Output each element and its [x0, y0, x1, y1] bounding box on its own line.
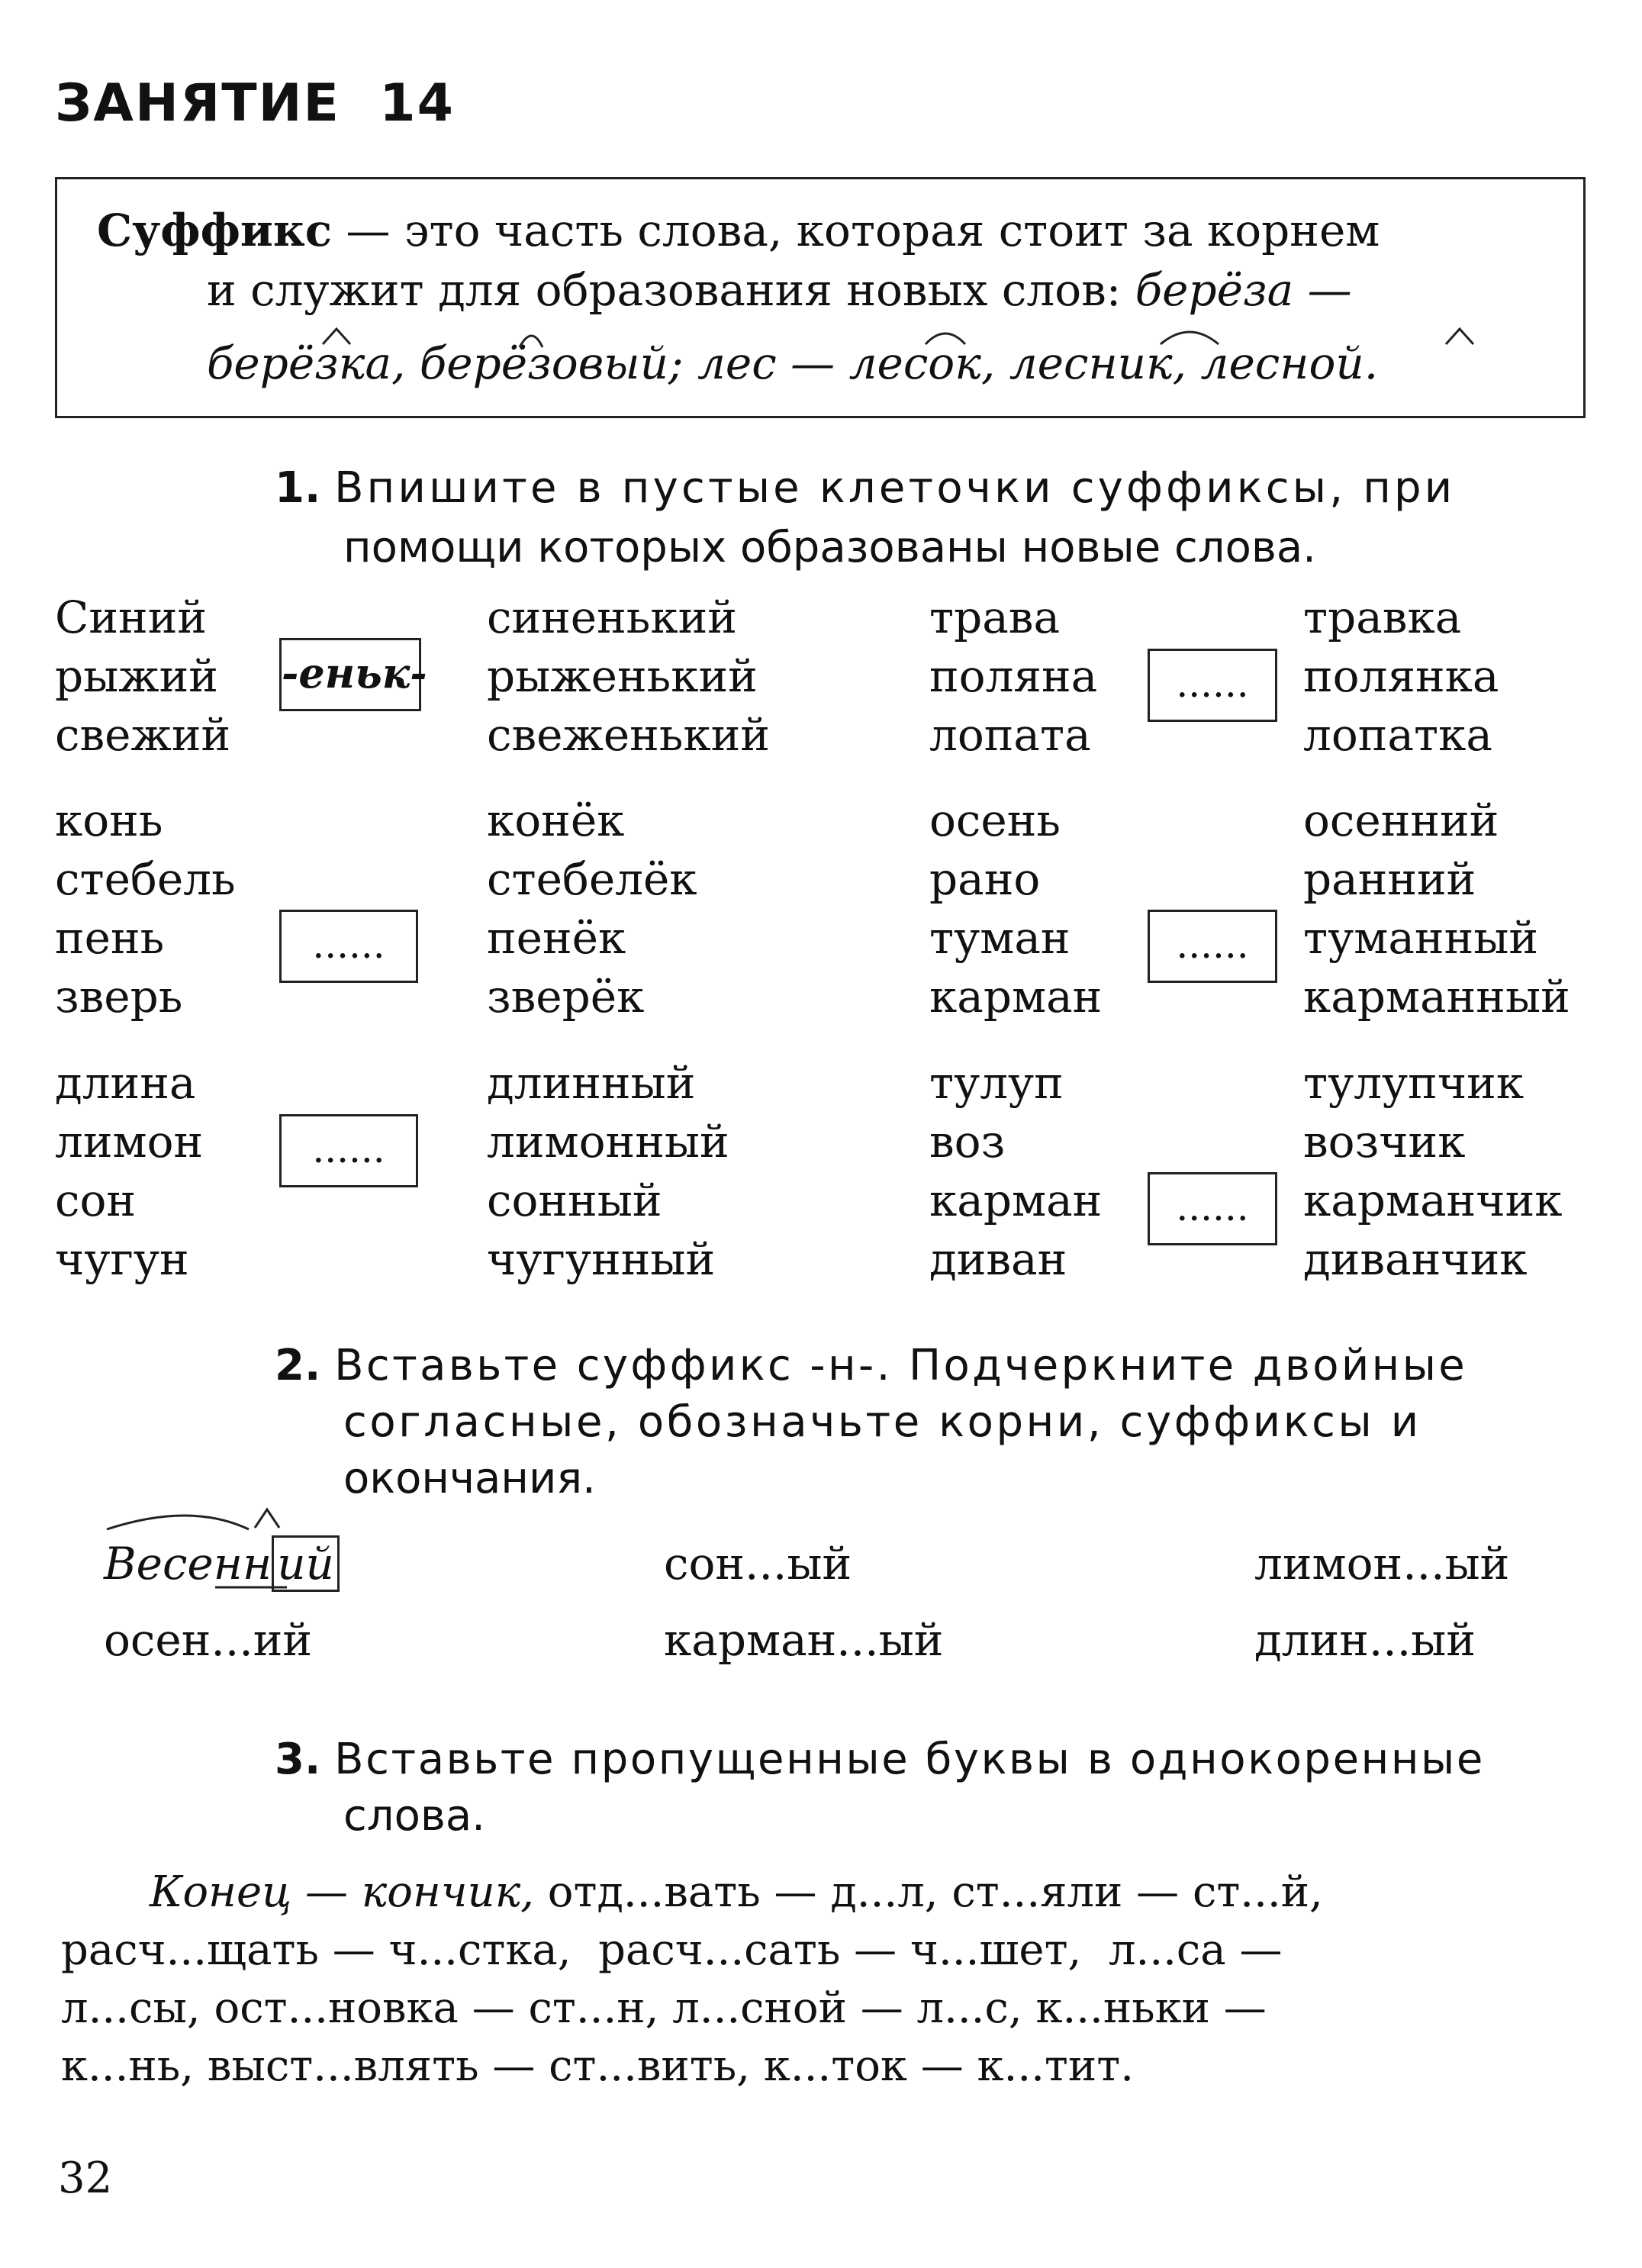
task2-word: осен...ий: [104, 1614, 313, 1666]
base-word: свежий: [55, 709, 231, 761]
derived-word: стебелёк: [487, 853, 697, 905]
suffix-box-1: -еньк-: [279, 638, 421, 711]
task3-text-line-1: [150, 1867, 1323, 1917]
suffix-box-4[interactable]: ......: [1148, 910, 1277, 983]
group-1-derived-words: [487, 591, 770, 772]
derived-word: ранний: [1303, 853, 1476, 905]
group-6-derived-words: [1303, 1057, 1563, 1296]
rule-box: [55, 177, 1586, 418]
derived-word: карманчик: [1303, 1174, 1563, 1226]
derived-word: туманный: [1303, 912, 1539, 964]
base-word: рано: [929, 853, 1041, 905]
group-6-base-words: [929, 1057, 1103, 1296]
derived-word: чугунный: [487, 1233, 716, 1285]
base-word: конь: [55, 794, 163, 846]
task2-instruction-2: согласные, обозначьте корни, суффиксы и: [343, 1397, 1421, 1447]
task2-word: лимон...ый: [1254, 1538, 1510, 1590]
task2-number: 2.: [275, 1341, 321, 1390]
base-word: Синий: [55, 591, 208, 643]
lesson-title: ЗАНЯТИЕ 14: [55, 73, 455, 134]
base-word: воз: [929, 1116, 1006, 1168]
task1-number: 1.: [275, 463, 321, 513]
task2-instruction-1: Вставьте суффикс -н-. Подчеркните двойные: [334, 1341, 1468, 1390]
base-word: осень: [929, 794, 1061, 846]
rule-line2-example: берёза —: [1135, 264, 1352, 316]
base-word: зверь: [55, 971, 183, 1023]
task2-word: длин...ый: [1254, 1614, 1476, 1666]
group-3-derived-words: [487, 794, 697, 1033]
derived-word: сонный: [487, 1174, 662, 1226]
base-word: стебель: [55, 853, 236, 905]
group-2-base-words: [929, 591, 1098, 772]
example-root: Весен: [104, 1538, 243, 1590]
derived-word: длинный: [487, 1057, 696, 1109]
derived-word: конёк: [487, 794, 625, 846]
task3-text-line-3: л...сы, ост...новка — ст...н, л...сной — л...с, к...ньки —: [61, 1983, 1267, 2033]
group-5-base-words: [55, 1057, 204, 1296]
base-word: туман: [929, 912, 1071, 964]
base-word: сон: [55, 1174, 137, 1226]
group-5-derived-words: [487, 1057, 729, 1296]
rule-term: Суффикс: [97, 205, 333, 256]
base-word: чугун: [55, 1233, 189, 1285]
derived-word: карманный: [1303, 971, 1570, 1023]
page-number: 32: [58, 2154, 113, 2203]
task2-instruction-3: окончания.: [343, 1454, 596, 1503]
task2-line-1: [275, 1341, 1468, 1390]
derived-word: зверёк: [487, 971, 645, 1023]
base-word: трава: [929, 591, 1061, 643]
group-1-base-words: [55, 591, 231, 772]
derived-word: синенький: [487, 591, 737, 643]
derived-word: пенёк: [487, 912, 626, 964]
base-word: лимон: [55, 1116, 204, 1168]
suffix-box-2[interactable]: ......: [1148, 649, 1277, 722]
suffix-box-5[interactable]: ......: [279, 1114, 418, 1187]
base-word: поляна: [929, 650, 1098, 702]
base-word: лопата: [929, 709, 1091, 761]
task3-number: 3.: [275, 1735, 321, 1784]
task3-instruction-2: слова.: [343, 1791, 485, 1841]
group-2-derived-words: [1303, 591, 1499, 772]
derived-word: свеженький: [487, 709, 770, 761]
task3-instruction-1: Вставьте пропущенные буквы в однокоренные: [334, 1735, 1485, 1784]
task3-example: Конец — кончик,: [150, 1867, 534, 1917]
task3-text-line-2: расч...щать — ч...стка, расч...сать — ч...шет, л...са —: [61, 1925, 1283, 1975]
base-word: карман: [929, 1174, 1103, 1226]
derived-word: травка: [1303, 591, 1462, 643]
rule-line2-text: и служит для образования новых слов:: [207, 264, 1135, 316]
group-3-base-words: [55, 794, 236, 1033]
task1-line-1: [275, 463, 1456, 513]
example-suffix: н: [242, 1538, 272, 1590]
task2-word: сон...ый: [664, 1538, 852, 1590]
rule-line1-text: — это часть слова, которая стоит за корнем: [332, 205, 1380, 256]
derived-word: лопатка: [1303, 709, 1492, 761]
derived-word: лимонный: [487, 1116, 729, 1168]
base-word: карман: [929, 971, 1103, 1023]
base-word: рыжий: [55, 650, 218, 702]
derived-word: диванчик: [1303, 1233, 1528, 1285]
derived-word: возчик: [1303, 1116, 1466, 1168]
task1-instruction-1: Впишите в пустые клеточки суффиксы, при: [334, 463, 1456, 513]
task3-text-line-4: к...нь, выст...влять — ст...вить, к...ток — к...тит.: [61, 2041, 1135, 2091]
suffix-box-3[interactable]: ......: [279, 910, 418, 983]
group-4-derived-words: [1303, 794, 1570, 1033]
task1-instruction-2: помощи которых образованы новые слова.: [343, 523, 1316, 572]
derived-word: рыженький: [487, 650, 758, 702]
base-word: длина: [55, 1057, 196, 1109]
task2-word: карман...ый: [664, 1614, 944, 1666]
rule-line-3-examples: берёзка, берёзовый; лес — лесок, лесник, лесной.: [207, 337, 1379, 389]
base-word: пень: [55, 912, 165, 964]
task3-text: отд...вать — д...л, ст...яли — ст...й,: [533, 1867, 1323, 1917]
derived-word: полянка: [1303, 650, 1499, 702]
task3-line-1: [275, 1735, 1485, 1784]
derived-word: тулупчик: [1303, 1057, 1524, 1109]
example-ending: ий: [272, 1535, 340, 1592]
group-4-base-words: [929, 794, 1103, 1033]
derived-word: осенний: [1303, 794, 1499, 846]
base-word: тулуп: [929, 1057, 1064, 1109]
suffix-box-6[interactable]: ......: [1148, 1172, 1277, 1245]
suffix-marks: [57, 179, 1588, 420]
base-word: диван: [929, 1233, 1067, 1285]
task2-example-marks: [99, 1502, 374, 1593]
